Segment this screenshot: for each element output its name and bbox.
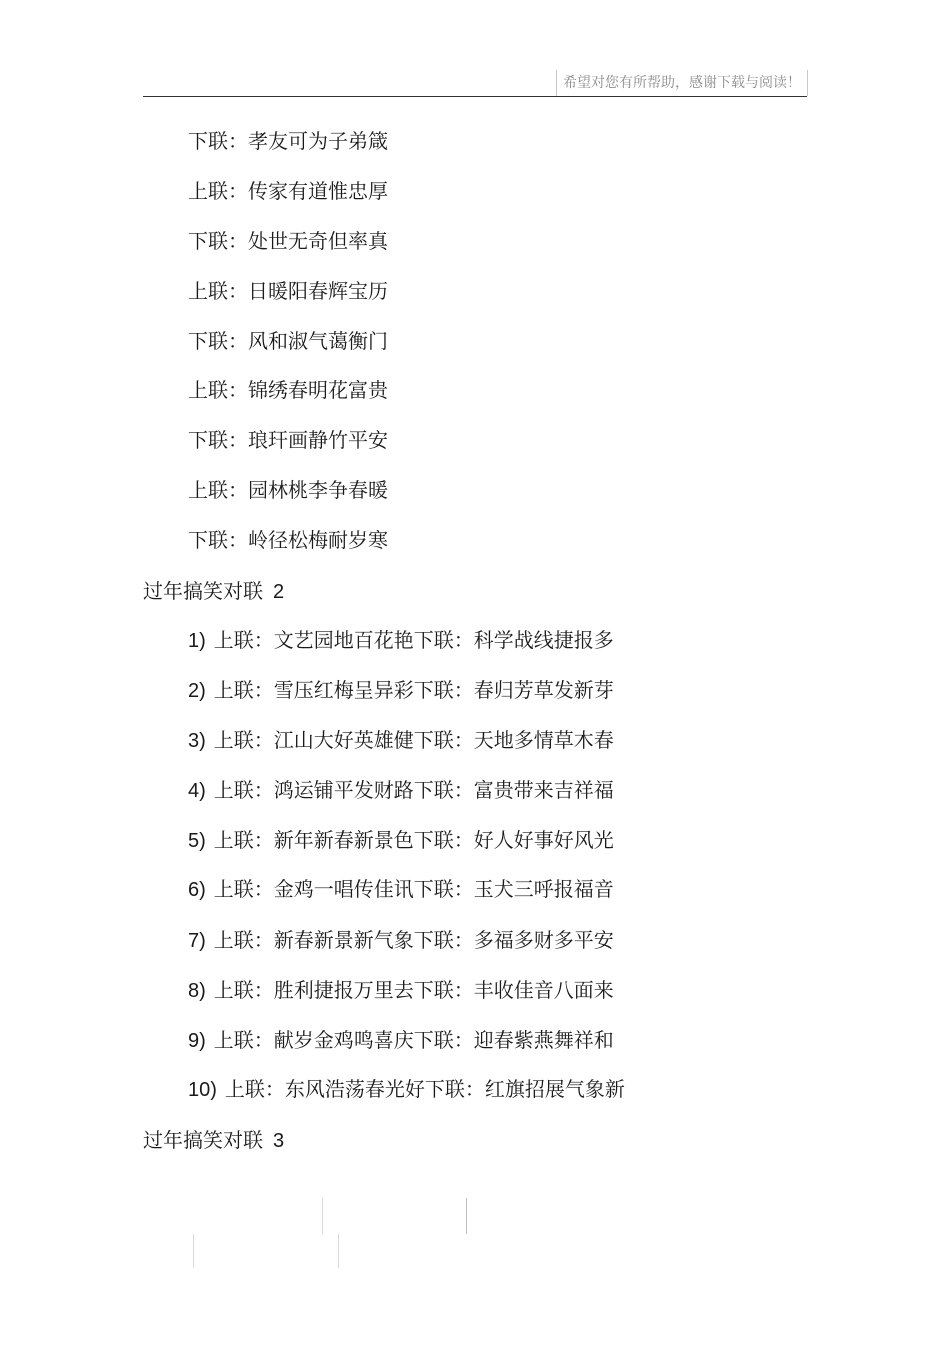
list-item xyxy=(188,826,614,855)
couplet-line: 上联：日暖阳春辉宝历 xyxy=(188,279,388,303)
section-heading-number: 2 xyxy=(273,581,285,603)
section-heading-2 xyxy=(143,577,284,606)
list-item xyxy=(188,726,614,755)
couplet-line: 上联：园林桃李争春暖 xyxy=(188,478,388,502)
list-item-text: 上联：新年新春新景色下联：好人好事好风光 xyxy=(213,828,614,852)
list-item-text: 上联：文艺园地百花艳下联：科学战线捷报多 xyxy=(213,628,614,652)
list-item-number: 8) xyxy=(188,980,206,1002)
header-rule xyxy=(143,96,807,97)
list-item-number: 7) xyxy=(188,930,206,952)
list-item xyxy=(188,1026,614,1055)
section-heading-number: 3 xyxy=(273,1130,285,1152)
couplet-line: 下联：处世无奇但率真 xyxy=(188,229,388,253)
list-item xyxy=(188,676,614,705)
couplet-line: 下联：岭径松梅耐岁寒 xyxy=(188,528,388,552)
table-border-line xyxy=(193,1234,194,1268)
section-heading-title: 过年搞笑对联 xyxy=(143,579,263,603)
list-item-number: 10) xyxy=(188,1079,217,1101)
table-border-line xyxy=(338,1234,339,1268)
list-item xyxy=(188,926,614,955)
list-item-text: 上联：胜利捷报万里去下联：丰收佳音八面来 xyxy=(213,978,614,1002)
list-item-number: 9) xyxy=(188,1030,206,1052)
list-item xyxy=(188,1075,625,1104)
couplet-line: 下联：孝友可为子弟箴 xyxy=(188,129,388,153)
couplet-line: 下联：风和淑气蔼衡门 xyxy=(188,329,388,353)
list-item-number: 6) xyxy=(188,879,206,901)
list-item-number: 3) xyxy=(188,730,206,752)
list-item-text: 上联：金鸡一唱传佳讯下联：玉犬三呼报福音 xyxy=(213,877,614,901)
list-item xyxy=(188,976,614,1005)
section-heading-title: 过年搞笑对联 xyxy=(143,1128,263,1152)
list-item xyxy=(188,776,614,805)
list-item-number: 2) xyxy=(188,680,206,702)
table-border-line xyxy=(466,1198,467,1234)
couplet-line: 上联：锦绣春明花富贵 xyxy=(188,378,388,402)
list-item xyxy=(188,875,614,904)
list-item-text: 上联：鸿运铺平发财路下联：富贵带来吉祥福 xyxy=(213,778,614,802)
couplet-line: 下联：琅玕画静竹平安 xyxy=(188,428,388,452)
couplet-line: 上联：传家有道惟忠厚 xyxy=(188,179,388,203)
list-item-number: 4) xyxy=(188,780,206,802)
list-item-text: 上联：江山大好英雄健下联：天地多情草木春 xyxy=(213,728,614,752)
table-border-line xyxy=(322,1198,323,1234)
list-item-text: 上联：东风浩荡春光好下联：红旗招展气象新 xyxy=(224,1077,625,1101)
list-item xyxy=(188,626,614,655)
section-heading-3 xyxy=(143,1126,284,1155)
list-item-text: 上联：雪压红梅呈异彩下联：春归芳草发新芽 xyxy=(213,678,614,702)
list-item-number: 5) xyxy=(188,830,206,852)
list-item-number: 1) xyxy=(188,630,206,652)
header-note: 希望对您有所帮助，感谢下载与阅读！ xyxy=(556,70,808,96)
list-item-text: 上联：新春新景新气象下联：多福多财多平安 xyxy=(213,928,614,952)
list-item-text: 上联：献岁金鸡鸣喜庆下联：迎春紫燕舞祥和 xyxy=(213,1028,614,1052)
